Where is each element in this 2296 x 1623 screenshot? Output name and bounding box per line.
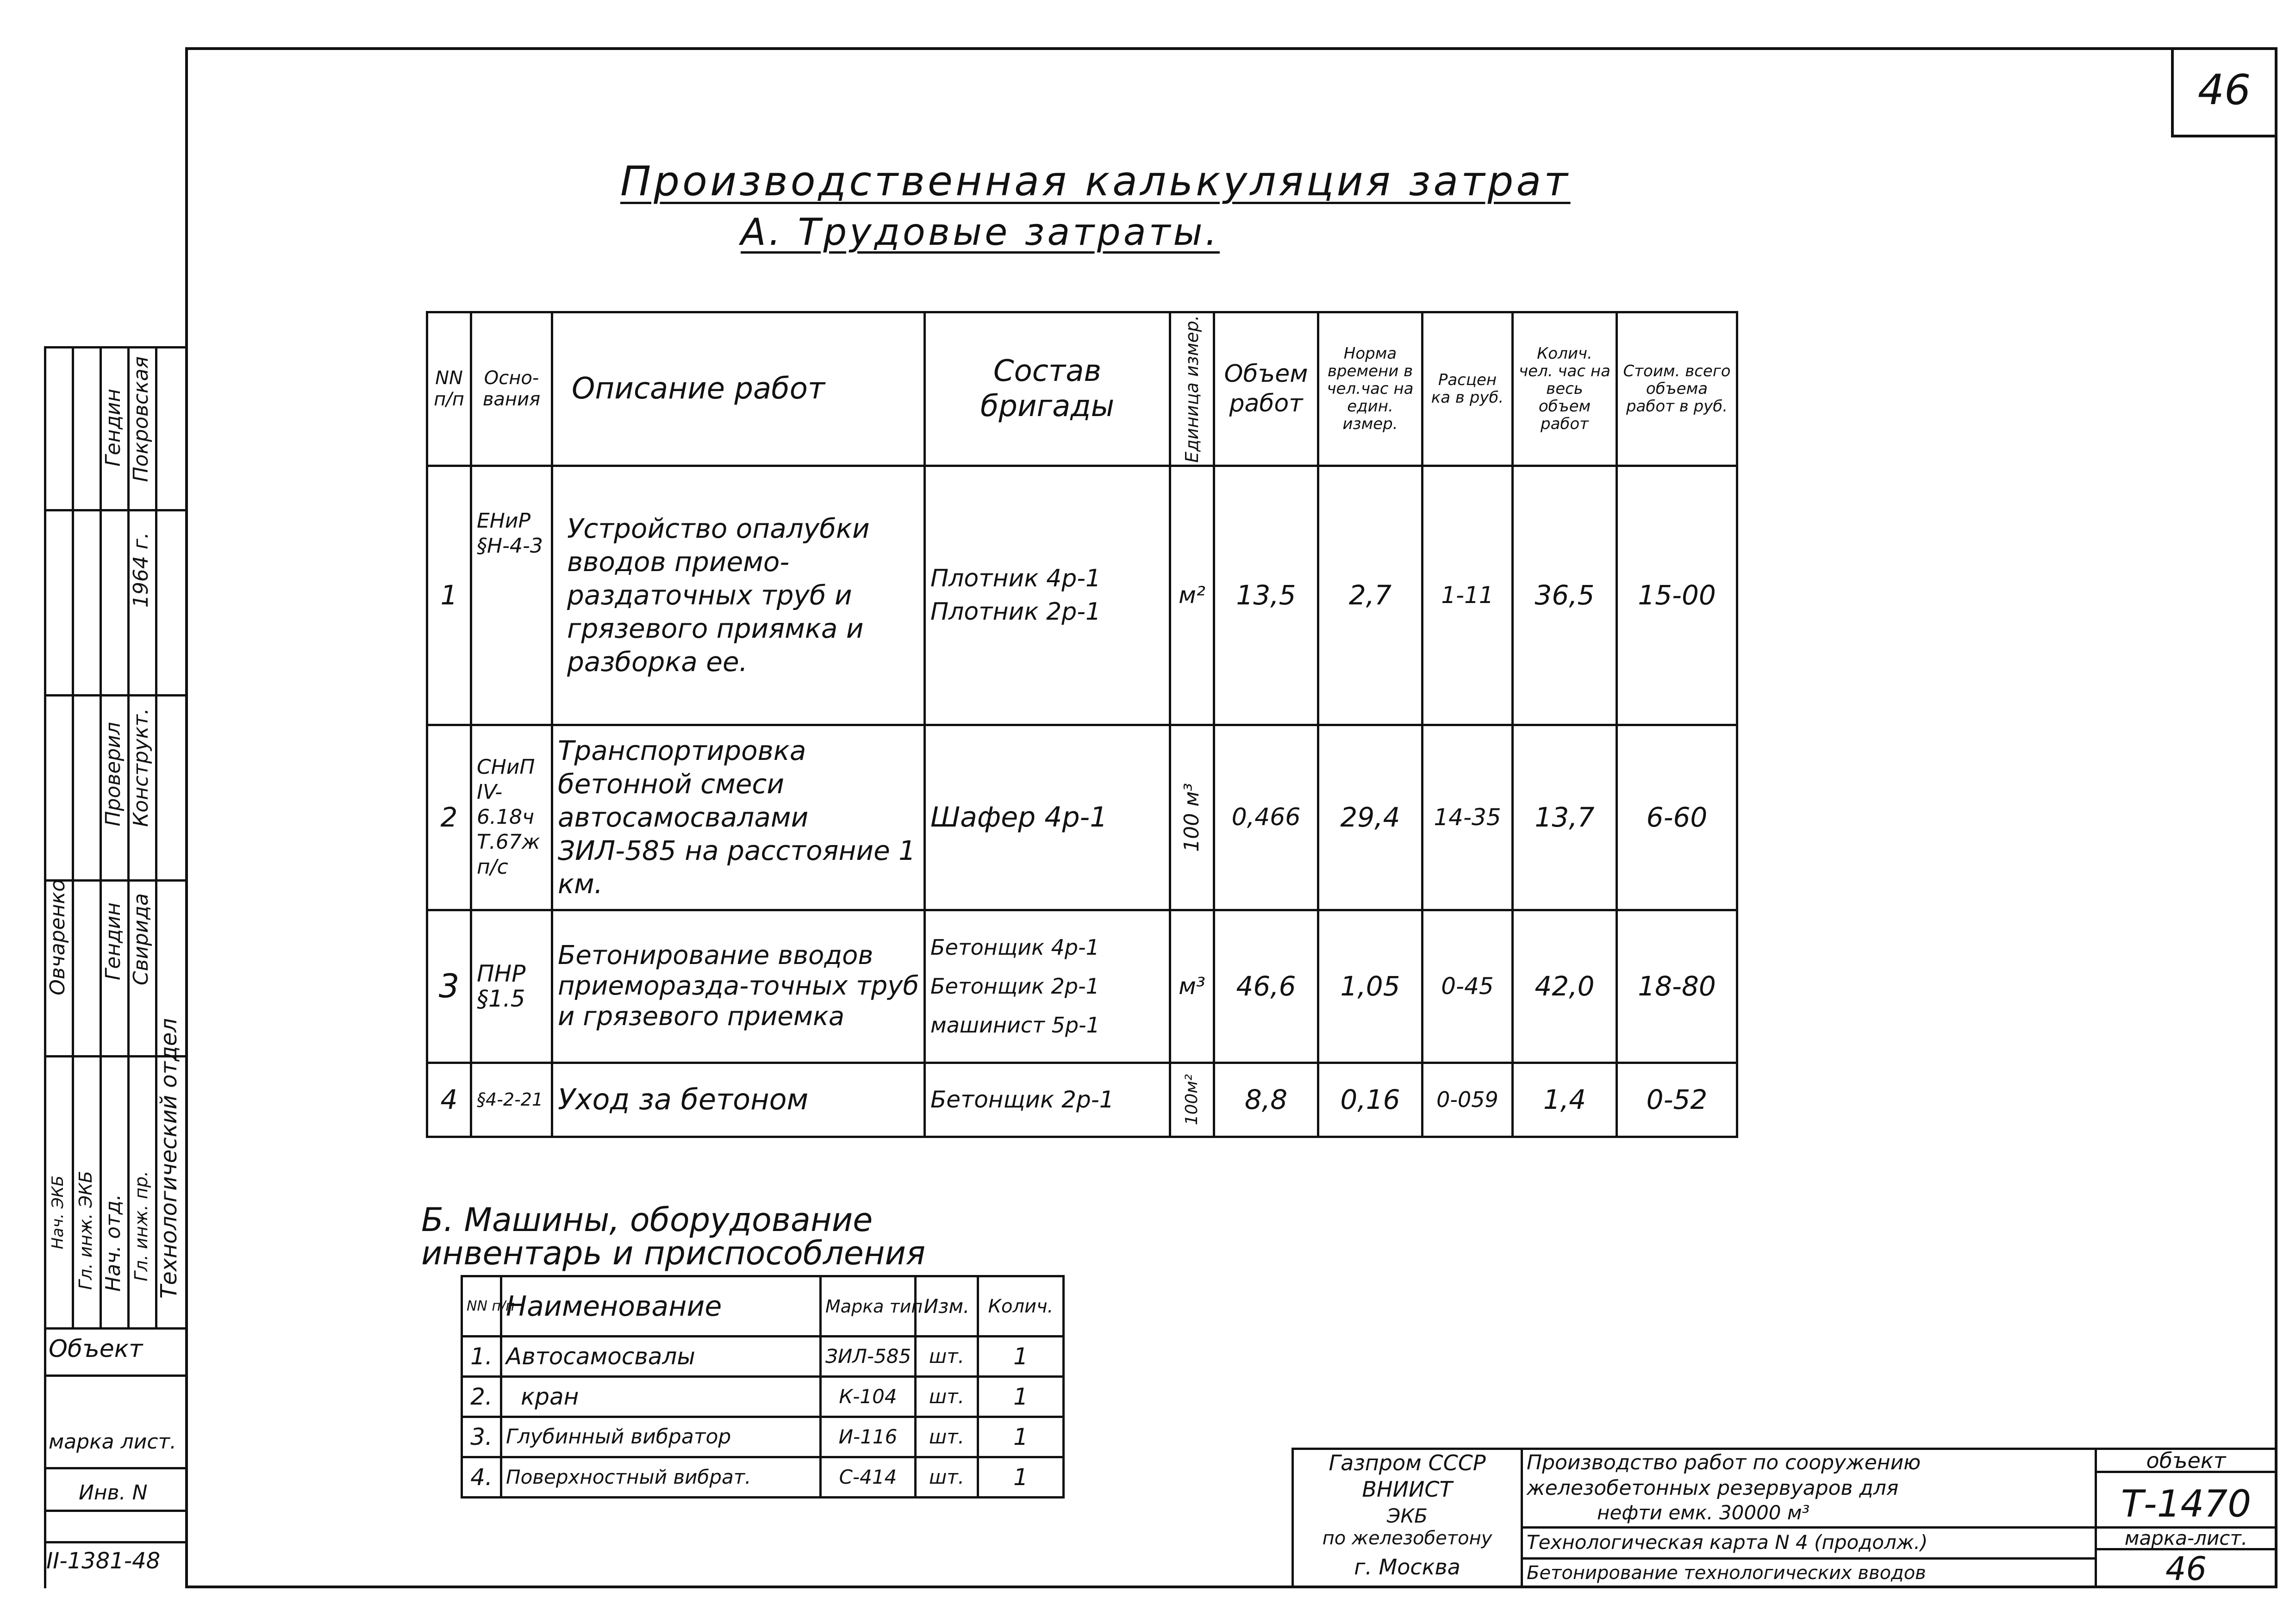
row-basis: ПНР §1.5	[471, 910, 552, 1063]
labor-costs-table	[426, 311, 1738, 1138]
stamp-role-2: Гл. инж. ЭКБ	[75, 1171, 96, 1290]
row-name: Глубинный вибратор	[501, 1417, 821, 1457]
sheet-value: 46	[2165, 1550, 2207, 1588]
row-unit: шт.	[916, 1457, 978, 1498]
stamp-name-2: Гендин	[101, 902, 125, 981]
row-name: Автосамосвалы	[501, 1337, 821, 1377]
stamp-role-1: Нач. ЭКБ	[49, 1175, 67, 1250]
row-brand: ЗИЛ-585	[821, 1337, 916, 1377]
row-manhours: 42,0	[1513, 910, 1617, 1063]
row-crew: Плотник 4р-1 Плотник 2р-1	[925, 466, 1170, 725]
row-crew: Бетонщик 2р-1	[925, 1063, 1170, 1137]
section-a-title: А. Трудовые затраты.	[741, 211, 1220, 254]
stamp-object-label: Объект	[49, 1335, 143, 1363]
card-line: Технологическая карта N 4 (продолж.)	[1527, 1531, 1928, 1554]
row-num: 4	[427, 1063, 471, 1137]
row-volume: 13,5	[1214, 466, 1318, 725]
stamp-checked: Проверил	[101, 722, 125, 827]
sheet-number: 46	[2197, 66, 2251, 114]
row-cost: 15-00	[1617, 466, 1737, 725]
row-num: 2	[427, 725, 471, 910]
header-cost: Стоим. всего объема работ в руб.	[1617, 312, 1737, 466]
row-description: Устройство опалубки вводов приемо-раздаточных труб и грязевого приямка и разборка ее.	[552, 466, 925, 725]
header-unit: Изм.	[916, 1276, 978, 1337]
subject-line: Бетонирование технологических вводов	[1527, 1562, 1926, 1584]
row-crew: Шафер 4р-1	[925, 725, 1170, 910]
labor-row	[427, 1063, 1737, 1137]
machine-row	[462, 1417, 1064, 1457]
row-num: 1.	[462, 1337, 501, 1377]
row-unit: м²	[1170, 466, 1214, 725]
row-rate: 1-11	[1423, 466, 1513, 725]
machine-row	[462, 1377, 1064, 1417]
row-unit: шт.	[916, 1417, 978, 1457]
project-line-1: Производство работ по сооружению	[1527, 1451, 1921, 1474]
row-unit-cell	[1170, 725, 1214, 910]
stamp-name-3: Свирида	[129, 893, 153, 986]
stamp-person-1: Гендин	[101, 389, 125, 467]
labor-row	[427, 725, 1737, 910]
stamp-inv-number: II-1381-48	[46, 1548, 161, 1574]
row-norm: 0,16	[1318, 1063, 1423, 1137]
header-unit: Единица измер.	[1182, 315, 1202, 463]
row-rate: 0-059	[1423, 1063, 1513, 1137]
row-description: Уход за бетоном	[552, 1063, 925, 1137]
labor-row	[427, 466, 1737, 725]
org-line-4: по железобетону	[1322, 1528, 1492, 1549]
row-brand: К-104	[821, 1377, 916, 1417]
stamp-inv-label: Инв. N	[79, 1481, 148, 1505]
row-num: 3	[427, 910, 471, 1063]
row-brand: И-116	[821, 1417, 916, 1457]
org-line-2: ВНИИСТ	[1362, 1477, 1453, 1502]
row-brand: С-414	[821, 1457, 916, 1498]
row-unit: шт.	[916, 1377, 978, 1417]
row-qty: 1	[978, 1417, 1064, 1457]
stamp-person-2: Покровская	[129, 356, 153, 482]
row-norm: 2,7	[1318, 466, 1423, 725]
row-manhours: 1,4	[1513, 1063, 1617, 1137]
row-crew: Бетонщик 4р-1 Бетонщик 2р-1 машинист 5р-1	[925, 910, 1170, 1063]
stamp-role-3: Нач. отд.	[101, 1194, 125, 1292]
org-line-3: ЭКБ	[1387, 1505, 1428, 1527]
header-unit-cell	[1170, 312, 1214, 466]
machine-row	[462, 1337, 1064, 1377]
row-cost: 6-60	[1617, 725, 1737, 910]
row-unit-cell	[1170, 1063, 1214, 1137]
row-num: 2.	[462, 1377, 501, 1417]
row-basis: СНиП IV-6.18ч Т.67ж п/с	[471, 725, 552, 910]
row-unit: 100м²	[1182, 1074, 1201, 1126]
header-rate: Расцен ка в руб.	[1423, 312, 1513, 466]
row-volume: 46,6	[1214, 910, 1318, 1063]
machines-table-header	[462, 1276, 1064, 1337]
row-cost: 18-80	[1617, 910, 1737, 1063]
sheet-label: марка-лист.	[2124, 1527, 2248, 1549]
row-qty: 1	[978, 1337, 1064, 1377]
row-qty: 1	[978, 1457, 1064, 1498]
header-crew: Состав бригады	[925, 312, 1170, 466]
page-title: Производственная калькуляция затрат	[620, 157, 1571, 205]
header-norm: Норма времени в чел.час на един. измер.	[1318, 312, 1423, 466]
machines-table	[461, 1275, 1065, 1499]
row-num: 3.	[462, 1417, 501, 1457]
object-value: Т-1470	[2121, 1482, 2252, 1525]
stamp-department: Технологический отдел	[156, 1018, 182, 1299]
org-line-1: Газпром СССР	[1329, 1450, 1486, 1475]
row-basis: ЕНиР §Н-4-3	[471, 466, 552, 725]
row-basis: §4-2-21	[471, 1063, 552, 1137]
row-manhours: 13,7	[1513, 725, 1617, 910]
row-unit: 100 м³	[1180, 783, 1204, 852]
row-volume: 8,8	[1214, 1063, 1318, 1137]
row-unit: м³	[1170, 910, 1214, 1063]
project-line-3: нефти емк. 30000 м³	[1597, 1501, 1810, 1524]
row-rate: 14-35	[1423, 725, 1513, 910]
header-num: NN п/п	[427, 312, 471, 466]
header-brand: Марка тип	[821, 1276, 916, 1337]
object-label: объект	[2146, 1448, 2226, 1473]
header-volume: Объем работ	[1214, 312, 1318, 466]
stamp-sheet-label: марка лист.	[49, 1430, 177, 1454]
org-line-5: г. Москва	[1354, 1555, 1460, 1579]
stamp-role-4: Гл. инж. пр.	[131, 1171, 151, 1281]
header-qty: Колич.	[978, 1276, 1064, 1337]
row-rate: 0-45	[1423, 910, 1513, 1063]
stamp-name-1: Овчаренко	[46, 879, 69, 995]
section-b-title: Б. Машины, оборудование инвентарь и приспособления	[421, 1201, 926, 1272]
row-description: Транспортировка бетонной смеси автосамосвалами ЗИЛ-585 на расстояние 1 км.	[552, 725, 925, 910]
header-description: Описание работ	[552, 312, 925, 466]
row-description: Бетонирование вводов приеморазда-точных труб и грязевого приемка	[552, 910, 925, 1063]
stamp-year: 1964 г.	[129, 532, 153, 608]
stamp-constructor: Конструкт.	[129, 708, 153, 827]
row-num: 1	[427, 466, 471, 725]
row-norm: 29,4	[1318, 725, 1423, 910]
row-norm: 1,05	[1318, 910, 1423, 1063]
row-name: кран	[501, 1377, 821, 1417]
row-unit: шт.	[916, 1337, 978, 1377]
row-qty: 1	[978, 1377, 1064, 1417]
row-num: 4.	[462, 1457, 501, 1498]
row-volume: 0,466	[1214, 725, 1318, 910]
row-cost: 0-52	[1617, 1063, 1737, 1137]
header-name: Наименование	[501, 1276, 821, 1337]
row-name: Поверхностный вибрат.	[501, 1457, 821, 1498]
labor-table-header	[427, 312, 1737, 466]
machine-row	[462, 1457, 1064, 1498]
project-line-2: железобетонных резервуаров для	[1527, 1476, 1899, 1500]
header-basis: Осно-вания	[471, 312, 552, 466]
header-num: NN п/п	[462, 1276, 501, 1337]
row-manhours: 36,5	[1513, 466, 1617, 725]
header-manhours: Колич. чел. час на весь объем работ	[1513, 312, 1617, 466]
labor-row	[427, 910, 1737, 1063]
